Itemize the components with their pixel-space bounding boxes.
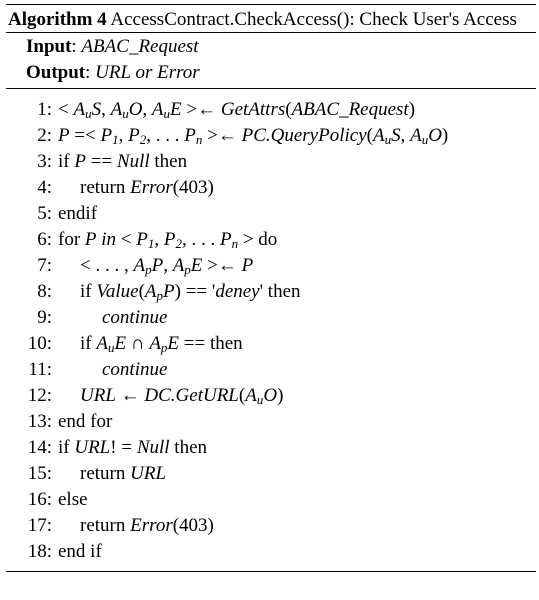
- line-number: 3:: [37, 151, 52, 172]
- line-number: 15:: [27, 463, 52, 484]
- line-number: 13:: [27, 411, 52, 432]
- code-line: [6, 435, 536, 461]
- output-row: Output: URL or Error: [26, 62, 200, 83]
- line-number: 18:: [27, 541, 52, 562]
- line-code: return URL: [80, 463, 167, 484]
- line-number: 8:: [37, 281, 52, 302]
- code-line: [6, 331, 536, 357]
- code-line: [6, 227, 536, 253]
- line-code: end if: [58, 541, 102, 562]
- line-code: if $A_uE$ ∩ $A_pE$ == then: [80, 333, 243, 355]
- line-code: URL ← $DC.GetURL(A_uO)$: [80, 385, 284, 407]
- code-line: [6, 279, 536, 305]
- bottom-rule: [6, 571, 536, 572]
- line-number: 10:: [27, 333, 52, 354]
- line-code: endif: [58, 203, 98, 224]
- code-line: [6, 123, 536, 149]
- line-number: 2:: [37, 125, 52, 146]
- input-output: [6, 34, 536, 86]
- algorithm-title: AccessContract.CheckAccess(): Check User's Access: [110, 9, 517, 30]
- code-line: [6, 383, 536, 409]
- line-number: 7:: [37, 255, 52, 276]
- code-line: [6, 513, 536, 539]
- line-number: 16:: [27, 489, 52, 510]
- line-code: else: [58, 489, 88, 510]
- line-code: return Error(403): [80, 515, 214, 536]
- code-line: [6, 409, 536, 435]
- line-number: 11:: [28, 359, 52, 380]
- caption-rule: [6, 32, 536, 33]
- line-number: 14:: [27, 437, 52, 458]
- code-line: [6, 253, 536, 279]
- line-number: 6:: [37, 229, 52, 250]
- code-line: [6, 539, 536, 565]
- line-number: 5:: [37, 203, 52, 224]
- code-line: [6, 461, 536, 487]
- line-code: if P == Null then: [58, 151, 188, 172]
- line-number: 4:: [37, 177, 52, 198]
- line-code: < $A_uS$, $A_uO$, $A_uE$ >← GetAttrs(ABAC_Request): [58, 99, 416, 121]
- pseudocode-lines: [6, 97, 536, 565]
- code-line: [6, 175, 536, 201]
- line-number: 1:: [37, 99, 52, 120]
- input-value: ABAC_Request: [81, 36, 199, 57]
- output-label: Output: [26, 62, 86, 83]
- line-code: $P =< P_1$, $P_2$, . . . $P_n$ >← $PC.QueryPolicy(A_uS$, $A_uO$): [58, 125, 449, 147]
- line-code: if $Value(A_pP)$ == 'deney' then: [80, 281, 301, 303]
- algorithm-caption: [6, 7, 536, 32]
- line-code: < . . . , $A_pP$, $A_pE$ >← P: [80, 255, 254, 277]
- algorithm-label: Algorithm 4: [8, 9, 107, 30]
- code-line: [6, 201, 536, 227]
- code-line: [6, 357, 536, 383]
- line-number: 12:: [27, 385, 52, 406]
- line-code: for P in < $P_1$, $P_2$, . . . $P_n$ > do: [58, 229, 278, 251]
- code-line: [6, 487, 536, 513]
- line-number: 17:: [27, 515, 52, 536]
- line-code: end for: [58, 411, 113, 432]
- algorithm-block: [6, 4, 536, 572]
- code-line: [6, 305, 536, 331]
- line-code: if URL! = Null then: [58, 437, 208, 458]
- code-line: [6, 97, 536, 123]
- line-code: continue: [102, 307, 168, 328]
- output-value: URL or Error: [95, 62, 200, 83]
- line-code: continue: [102, 359, 168, 380]
- input-row: Input: ABAC_Request: [26, 36, 199, 57]
- line-number: 9:: [37, 307, 52, 328]
- io-rule: [6, 88, 536, 89]
- top-rule: [6, 4, 536, 5]
- code-line: [6, 149, 536, 175]
- input-label: Input: [26, 36, 72, 57]
- line-code: return Error(403): [80, 177, 214, 198]
